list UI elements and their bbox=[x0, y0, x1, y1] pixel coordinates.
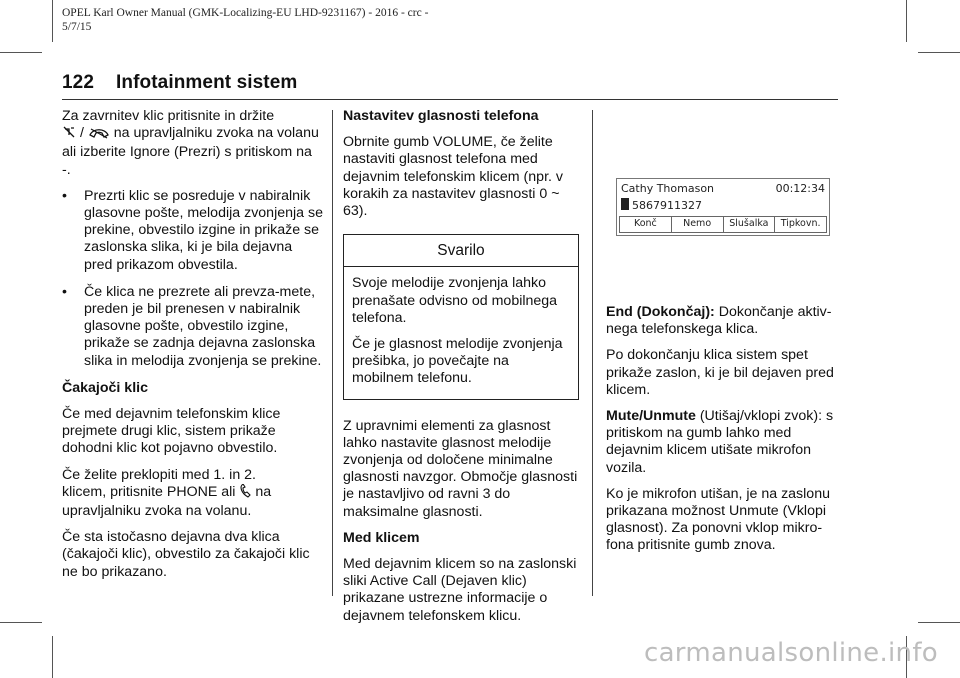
column-left bbox=[62, 108, 324, 590]
warning-box bbox=[343, 234, 579, 399]
heading-during-call: Med klicem bbox=[343, 529, 420, 546]
active-call-screen bbox=[616, 178, 830, 236]
call-timer: 00:12:34 bbox=[775, 182, 825, 195]
paragraph: Med dejavnim klicem so na zaslonski sliki Active Call (Dejaven klic) prikazane ustrezne informacije o dejavnem telefonskem klicu. bbox=[343, 556, 577, 624]
switch-text-2: klicem, pritisnite PHONE ali bbox=[62, 483, 236, 500]
intro-text-2: na upravljalniku zvoka na bbox=[113, 125, 274, 142]
caller-name: Cathy Thomason bbox=[621, 182, 715, 195]
paragraph: Če med dejavnim telefonskim klice prejmete drugi klic, sistem prikaže dohodni klic kot pojavno obvestilo. bbox=[62, 406, 281, 457]
intro-text-3: volanu ali izberite Ignore (Prezri) s pritiskom na -. bbox=[62, 125, 319, 178]
switch-text-3: na bbox=[255, 483, 272, 500]
title-divider bbox=[62, 99, 838, 100]
paragraph-switch-calls bbox=[62, 467, 324, 521]
keypad-button[interactable]: Tipkovn. bbox=[780, 218, 821, 229]
page-number: 122 bbox=[62, 72, 95, 93]
column-right bbox=[606, 304, 842, 564]
list-item-text: Če klica ne prezrete ali prevza-mete, preden je bil prenesen v nabiralnik glasovne pošte, obvestilo izgine, prikaže se zadnja dejavna zaslonska slika in melodija zvonjenja se prekine. bbox=[84, 283, 322, 369]
end-label: End (Dokončaj): bbox=[606, 304, 715, 320]
end-call-button[interactable]: Konč bbox=[620, 217, 672, 232]
crop-mark bbox=[918, 52, 960, 53]
crop-mark bbox=[918, 622, 960, 623]
warning-text: Če je glasnost melodije zvonjenja prešibka, jo povečajte na mobilnem telefonu. bbox=[352, 336, 563, 387]
document-meta bbox=[62, 6, 582, 34]
list-item bbox=[62, 188, 324, 274]
call-button-row bbox=[619, 216, 827, 233]
switch-text-1: Če želite preklopiti med 1. in 2. bbox=[62, 466, 256, 483]
hang-up-icon bbox=[88, 127, 110, 144]
list-item bbox=[62, 284, 324, 370]
watermark: carmanualsonline.info bbox=[643, 638, 938, 668]
section-title: Infotainment sistem bbox=[116, 72, 298, 93]
warning-text: Svoje melodije zvonjenja lahko prenašate odvisno od mobilnega telefona. bbox=[352, 275, 558, 326]
paragraph: Obrnite gumb VOLUME, če želite nastaviti glasnost telefona med dejavnim telefonskim klicem (npr. v korakih za nastavitev glasnosti 0 ~ 63). bbox=[343, 134, 563, 220]
handset-button[interactable]: Slušalka bbox=[724, 217, 776, 232]
mute-button[interactable]: Nemo bbox=[672, 217, 724, 232]
document-meta-line1: OPEL Karl Owner Manual (GMK-Localizing-EU LHD-9231167) - 2016 - crc - bbox=[62, 7, 429, 19]
heading-waiting-call: Čakajoči klic bbox=[62, 379, 148, 396]
phone-handset-icon bbox=[239, 484, 251, 503]
caller-number-text: 5867911327 bbox=[632, 199, 702, 212]
paragraph: Če sta istočasno dejavna dva klica (čakajoči klic), obvestilo za čakajoči klic ne bo prikazano. bbox=[62, 529, 310, 580]
bullet-icon: • bbox=[62, 187, 67, 204]
mute-text: (Utišaj/vklopi zvok): s pritiskom na gumb lahko med dejavnim klicem utišate mikrofon vozila. bbox=[606, 408, 834, 476]
column-divider bbox=[592, 110, 593, 596]
mute-label: Mute/Unmute bbox=[606, 408, 696, 425]
paragraph-end bbox=[606, 304, 842, 338]
switch-text-4: upravljalniku zvoka na volanu. bbox=[62, 503, 252, 520]
mobile-phone-icon bbox=[621, 198, 629, 210]
crop-mark bbox=[0, 52, 42, 53]
intro-paragraph: Za zavrnitev klic pritisnite in držite / na upravljalniku zvoka na volanu ali izberite Ignore (Prezri) s pritiskom na -. bbox=[62, 108, 319, 178]
page-title bbox=[62, 72, 297, 94]
voice-mute-icon bbox=[62, 125, 76, 144]
column-middle bbox=[343, 108, 579, 634]
paragraph: Ko je mikrofon utišan, je na zaslonu prikazana možnost Unmute (Vklopi glasnost). Za ponovni vklop mikro-fona pritisnite gumb znova. bbox=[606, 485, 830, 554]
document-meta-line2: 5/7/15 bbox=[62, 21, 92, 33]
bullet-icon: • bbox=[62, 283, 67, 300]
crop-mark bbox=[52, 636, 53, 678]
heading-phone-volume: Nastavitev glasnosti telefona bbox=[343, 108, 539, 124]
caller-number bbox=[621, 198, 702, 212]
warning-body bbox=[344, 267, 578, 398]
paragraph: Z upravnimi elementi za glasnost lahko nastavite glasnost melodije zvonjenja od določene minimalne glasnosti navzgor. Območje glasnosti je nastavljivo od ravni 3 do maksimalne glasnosti. bbox=[343, 417, 578, 520]
list-item-text: Prezrti klic se posreduje v nabiralnik glasovne pošte, melodija zvonjenja se prekine, obvestilo izgine in prikaže se zaslonska slika, ki je bila dejavna pred prikazom obvestila. bbox=[84, 187, 323, 273]
intro-text-1: Za zavrnitev klic pritisnite in držite bbox=[62, 108, 275, 124]
column-divider bbox=[332, 110, 333, 596]
crop-mark bbox=[906, 0, 907, 42]
crop-mark bbox=[52, 0, 53, 42]
end-text: Dokončanje aktiv-nega telefonskega klica. bbox=[606, 304, 832, 338]
warning-title: Svarilo bbox=[344, 235, 578, 267]
crop-mark bbox=[0, 622, 42, 623]
paragraph: Po dokončanju klica sistem spet prikaže zaslon, ki je bil dejaven pred klicem. bbox=[606, 347, 834, 398]
paragraph-mute bbox=[606, 408, 842, 477]
